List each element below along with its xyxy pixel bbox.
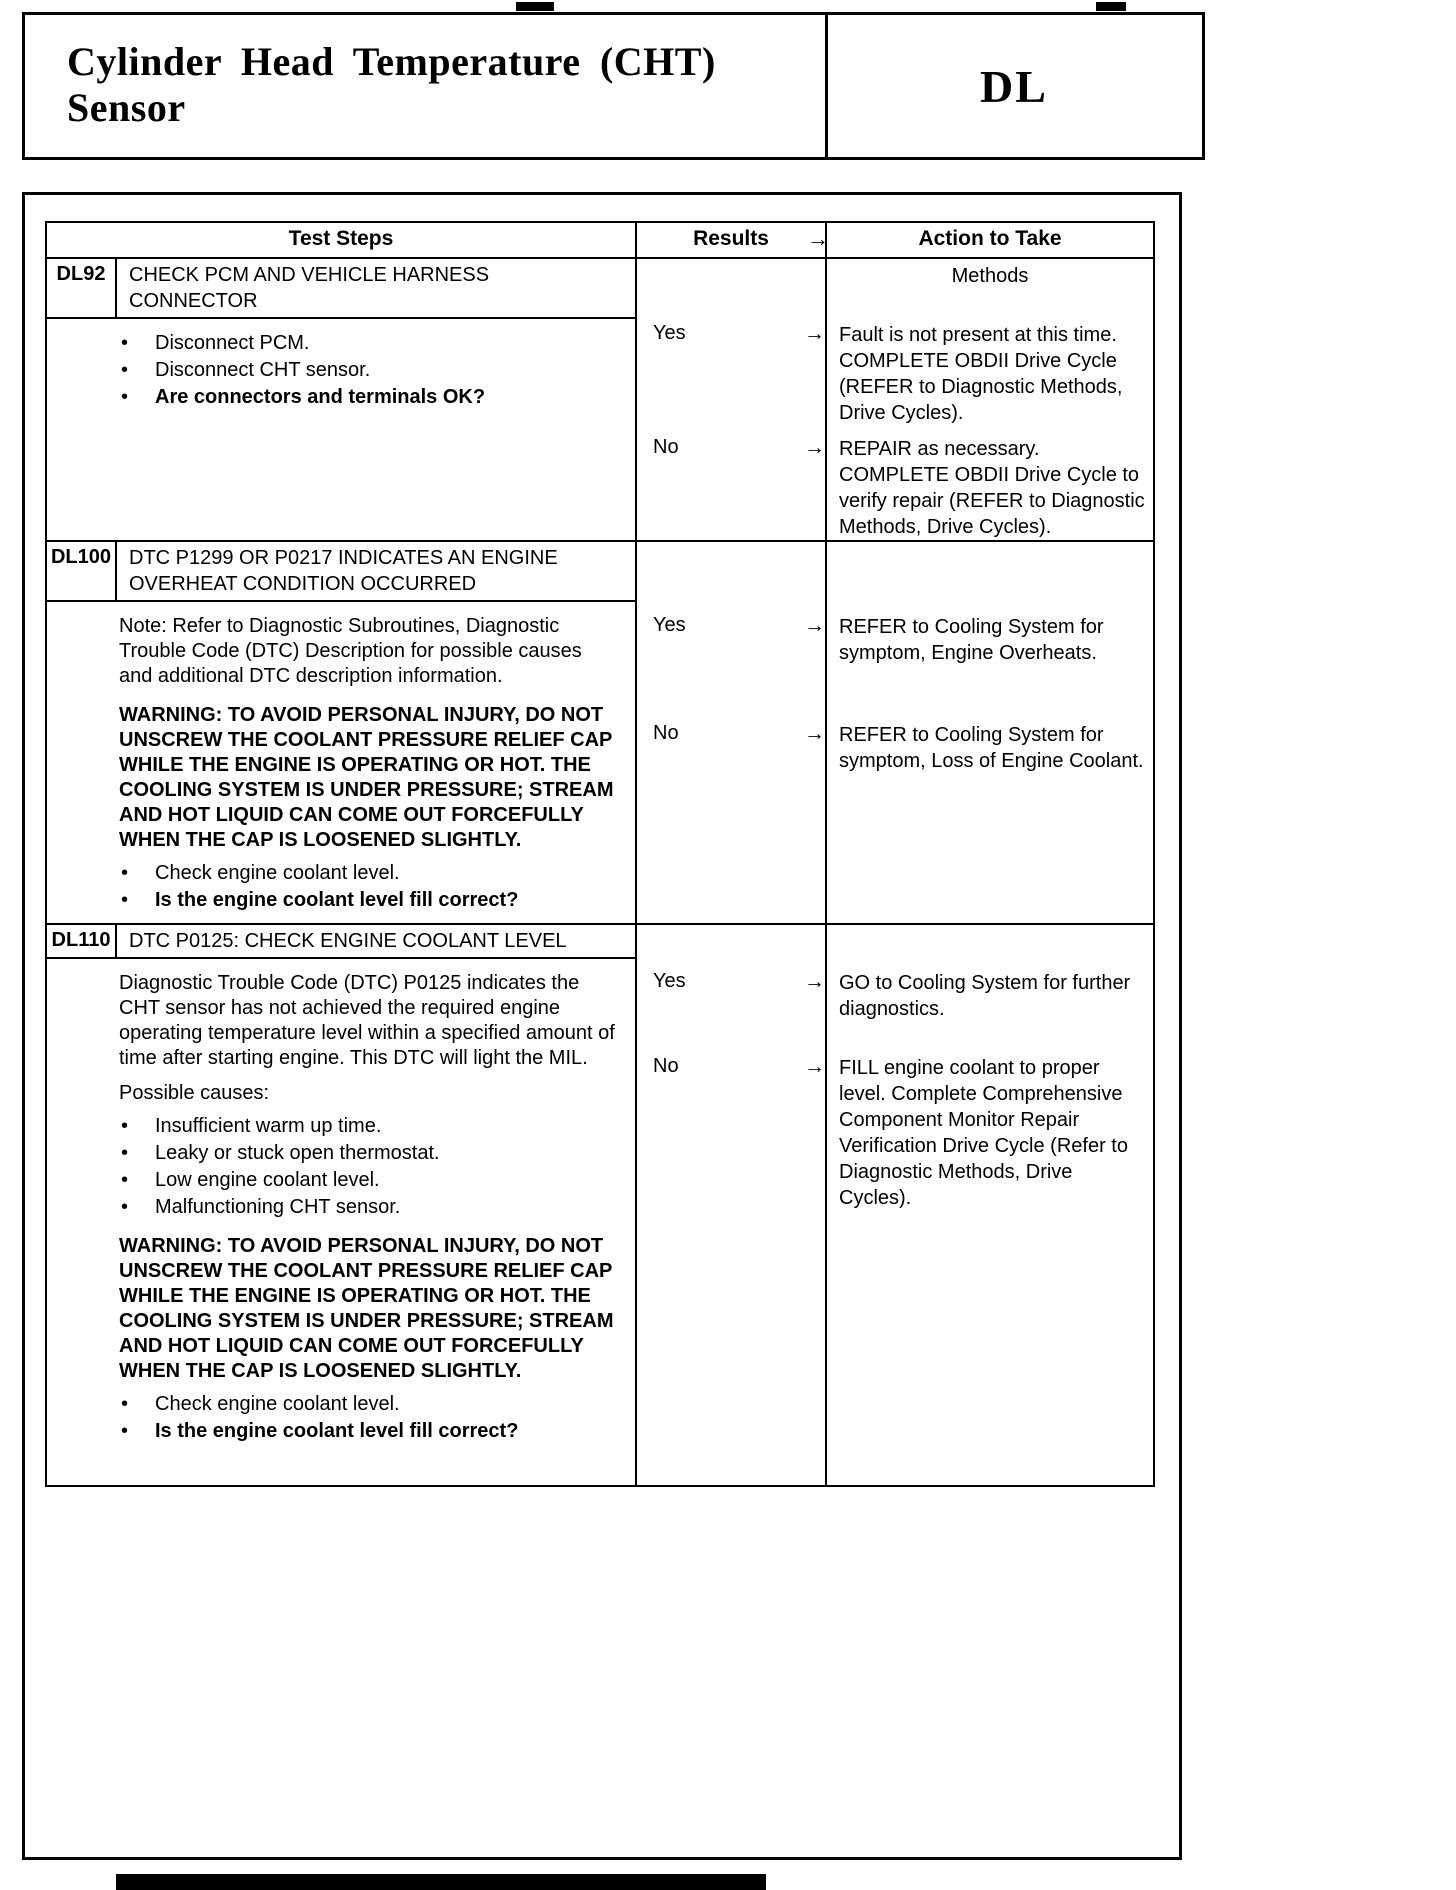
step-title: DTC P1299 OR P0217 INDICATES AN ENGINE OVERHEAT CONDITION OCCURRED <box>129 547 558 595</box>
bullet-icon: • <box>121 1142 129 1164</box>
bullet-icon: • <box>121 862 129 884</box>
note-paragraph: Note: Refer to Diagnostic Subroutines, Diagnostic Trouble Code (DTC) Description for possible causes and additional DTC description information. <box>119 615 582 687</box>
list-item <box>121 861 621 886</box>
bullet-icon: • <box>121 1393 129 1415</box>
step-title-strip <box>47 925 637 959</box>
results-action-area <box>637 925 1153 1485</box>
list-item-text: Disconnect CHT sensor. <box>155 359 371 381</box>
col-header-results <box>637 223 827 257</box>
warning-paragraph: WARNING: TO AVOID PERSONAL INJURY, DO NOT UNSCREW THE COOLANT PRESSURE RELIEF CAP WHILE THE ENGINE IS OPERATING OR HOT. THE COOLING SYSTEM IS UNDER PRESSURE; STREAM AND HOT LIQUID CAN COME OUT FORCEFULLY WHEN THE CAP IS LOOSENED SLIGHTLY. <box>119 1235 614 1382</box>
list-item-text: Low engine coolant level. <box>155 1169 380 1191</box>
bullet-icon: • <box>121 1420 129 1442</box>
table-row-dl100 <box>47 542 1153 925</box>
step-title: DTC P0125: CHECK ENGINE COOLANT LEVEL <box>129 930 567 952</box>
action-text: GO to Cooling System for further diagnostics. <box>839 972 1131 1020</box>
bullet-icon: • <box>121 1169 129 1191</box>
action-text: FILL engine coolant to proper level. Complete Comprehensive Component Monitor Repair Verification Drive Cycle (Refer to Diagnostic Methods, Drive Cycles). <box>839 1057 1128 1209</box>
description-paragraph: Diagnostic Trouble Code (DTC) P0125 indicates the CHT sensor has not achieved the required engine operating temperature level within a specified amount of time after starting engine. This DTC will light the MIL. <box>119 972 615 1069</box>
step-body <box>47 319 637 420</box>
action-text: REFER to Cooling System for symptom, Engine Overheats. <box>839 616 1104 664</box>
result-label: Yes <box>653 970 686 992</box>
arrow-icon: → <box>804 436 825 459</box>
result-pair <box>637 1055 1153 1211</box>
list-item-text: Leaky or stuck open thermostat. <box>155 1142 440 1164</box>
bullet-icon: • <box>121 359 129 381</box>
action-text: Fault is not present at this time. COMPLETE OBDII Drive Cycle (REFER to Diagnostic Methods, Drive Cycles). <box>839 324 1123 424</box>
step-title: CHECK PCM AND VEHICLE HARNESS CONNECTOR <box>129 264 490 312</box>
possible-causes-label: Possible causes: <box>119 1082 270 1104</box>
table-row-dl110 <box>47 925 1153 1485</box>
list-item-text: Disconnect PCM. <box>155 332 310 354</box>
table-header-row <box>47 223 1153 259</box>
result-pair <box>637 322 1153 426</box>
title-block <box>22 12 1205 160</box>
bullet-icon: • <box>121 332 129 354</box>
scan-artifact <box>516 2 554 11</box>
result-cell <box>637 322 827 426</box>
test-steps-cell <box>47 925 637 1485</box>
list-item-text: Is the engine coolant level fill correct? <box>155 889 519 911</box>
action-text: REPAIR as necessary. COMPLETE OBDII Drive Cycle to verify repair (REFER to Diagnostic Methods, Drive Cycles). <box>839 438 1145 538</box>
page-title: Cylinder Head Temperature (CHT) Sensor <box>67 39 716 130</box>
list-item <box>121 1392 621 1417</box>
diagnostic-table <box>45 221 1155 1487</box>
result-label: Yes <box>653 614 686 636</box>
arrow-icon: → <box>804 614 825 637</box>
result-label: No <box>653 436 679 458</box>
bullet-icon: • <box>121 386 129 408</box>
step-id: DL110 <box>47 925 117 957</box>
list-item <box>121 385 621 410</box>
results-action-area <box>637 259 1153 540</box>
step-body <box>47 602 637 923</box>
step-id: DL92 <box>47 259 117 317</box>
col-header-action: Action to Take <box>918 227 1062 250</box>
list-item <box>121 1195 621 1220</box>
list-item-text: Are connectors and terminals OK? <box>155 386 486 408</box>
bullet-icon: • <box>121 889 129 911</box>
result-cell <box>637 436 827 540</box>
scan-artifact <box>1096 2 1126 11</box>
list-item-text: Check engine coolant level. <box>155 862 400 884</box>
list-item <box>121 888 621 913</box>
step-body <box>47 959 637 1454</box>
result-cell <box>637 722 827 774</box>
list-item <box>121 1114 621 1139</box>
result-pair <box>637 722 1153 774</box>
result-label: No <box>653 722 679 744</box>
step-title-strip <box>47 542 637 602</box>
content-frame <box>22 192 1182 1860</box>
result-cell <box>637 1055 827 1211</box>
bullet-icon: • <box>121 1196 129 1218</box>
list-item-text: Insufficient warm up time. <box>155 1115 382 1137</box>
bullet-icon: • <box>121 1115 129 1137</box>
step-title-strip <box>47 259 637 319</box>
result-label: No <box>653 1055 679 1077</box>
section-code: DL <box>825 15 1200 157</box>
table-row-dl92 <box>47 259 1153 542</box>
list-item-text: Check engine coolant level. <box>155 1393 400 1415</box>
result-cell <box>637 970 827 1022</box>
result-pair <box>637 970 1153 1022</box>
test-steps-cell <box>47 542 637 923</box>
result-cell <box>637 614 827 666</box>
arrow-icon: → <box>804 970 825 993</box>
list-item-text: Is the engine coolant level fill correct? <box>155 1420 519 1442</box>
col-header-test-steps: Test Steps <box>47 223 637 257</box>
action-text: REFER to Cooling System for symptom, Loss of Engine Coolant. <box>839 724 1144 772</box>
arrow-icon: → <box>804 722 825 745</box>
test-steps-cell <box>47 259 637 540</box>
result-pair <box>637 436 1153 540</box>
warning-paragraph: WARNING: TO AVOID PERSONAL INJURY, DO NOT UNSCREW THE COOLANT PRESSURE RELIEF CAP WHILE THE ENGINE IS OPERATING OR HOT. THE COOLING SYSTEM IS UNDER PRESSURE; STREAM AND HOT LIQUID CAN COME OUT FORCEFULLY WHEN THE CAP IS LOOSENED SLIGHTLY. <box>119 704 614 851</box>
result-pair <box>637 614 1153 666</box>
col-header-results-label: Results <box>693 227 769 250</box>
list-item <box>121 358 621 383</box>
list-item <box>121 1141 621 1166</box>
arrow-icon: → <box>804 1055 825 1078</box>
results-action-area <box>637 542 1153 923</box>
list-item <box>121 1168 621 1193</box>
step-id: DL100 <box>47 542 117 600</box>
action-subheader: Methods <box>951 265 1029 287</box>
list-item-text: Malfunctioning CHT sensor. <box>155 1196 401 1218</box>
page-edge-mark <box>116 1874 766 1890</box>
result-label: Yes <box>653 322 686 344</box>
arrow-icon: → <box>807 226 829 251</box>
list-item <box>121 331 621 356</box>
arrow-icon: → <box>804 322 825 345</box>
list-item <box>121 1419 621 1444</box>
